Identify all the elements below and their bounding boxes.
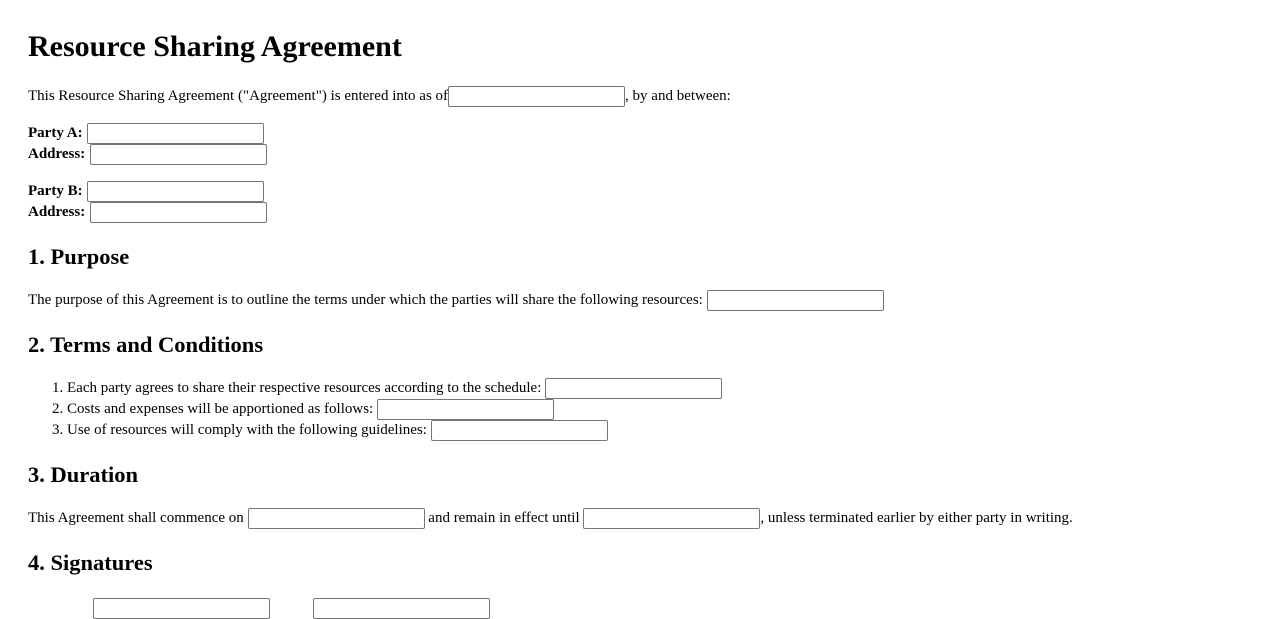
start-date-input[interactable]	[248, 508, 425, 529]
party-a-address-row	[28, 144, 267, 165]
duration-heading: 3. Duration	[28, 462, 139, 487]
party-b-address-input[interactable]	[90, 202, 267, 223]
terms-item-2	[52, 399, 554, 420]
schedule-input[interactable]	[545, 378, 722, 399]
duration-line	[28, 508, 1073, 529]
signature-field-2[interactable]	[313, 598, 490, 619]
signatures-heading: 4. Signatures	[28, 550, 153, 575]
terms-item-number: 2.	[52, 401, 64, 417]
costs-input[interactable]	[377, 399, 554, 420]
page-title: Resource Sharing Agreement	[28, 30, 402, 63]
duration-text: This Agreement shall commence on	[28, 510, 244, 526]
terms-heading: 2. Terms and Conditions	[28, 332, 264, 357]
terms-item-1	[52, 378, 722, 399]
party-b-label: Party B:	[28, 183, 83, 199]
party-a-label: Party A:	[28, 125, 83, 141]
resources-input[interactable]	[707, 290, 884, 311]
party-b-address-row	[28, 202, 267, 223]
purpose-text: The purpose of this Agreement is to outline the terms under which the parties will share the following resources:	[28, 292, 703, 308]
intro-after-text: , by and between:	[625, 88, 731, 104]
party-b-row	[28, 181, 264, 202]
end-date-input[interactable]	[583, 508, 760, 529]
terms-item-text: Costs and expenses will be apportioned as follows:	[67, 401, 374, 417]
terms-item-number: 1.	[52, 380, 64, 396]
terms-item-text: Each party agrees to share their respective resources according to the schedule:	[67, 380, 542, 396]
party-b-address-label: Address:	[28, 204, 86, 220]
party-a-address-input[interactable]	[90, 144, 267, 165]
party-a-row	[28, 123, 264, 144]
party-a-address-label: Address:	[28, 146, 86, 162]
terms-item-text: Use of resources will comply with the following guidelines:	[67, 422, 427, 438]
purpose-heading: 1. Purpose	[28, 244, 130, 269]
duration-middle-text: and remain in effect until	[428, 510, 580, 526]
purpose-line	[28, 290, 884, 311]
signature-field-1[interactable]	[93, 598, 270, 619]
party-b-input[interactable]	[87, 181, 264, 202]
terms-item-3	[52, 420, 608, 441]
terms-item-number: 3.	[52, 422, 64, 438]
agreement-date-input[interactable]	[448, 86, 625, 107]
party-a-input[interactable]	[87, 123, 264, 144]
guidelines-input[interactable]	[431, 420, 608, 441]
duration-after-text: , unless terminated earlier by either party in writing.	[760, 510, 1073, 526]
intro-text: This Resource Sharing Agreement ("Agreement") is entered into as of	[28, 88, 449, 104]
intro-line	[28, 86, 731, 107]
